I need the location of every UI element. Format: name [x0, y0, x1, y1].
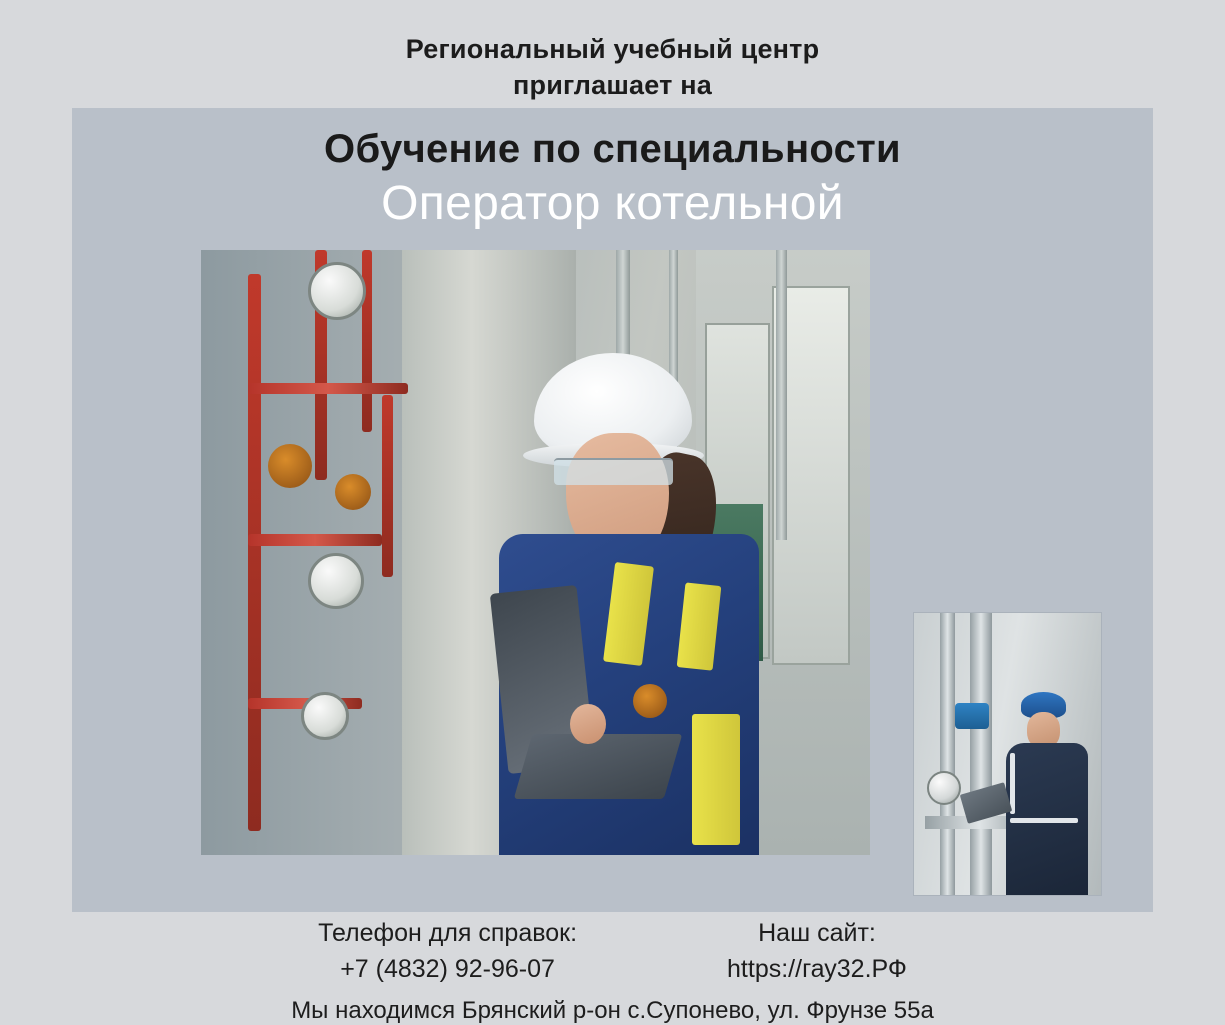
phone-block	[318, 916, 577, 987]
header-line-1: Региональный учебный центр	[405, 34, 820, 64]
address-line: Мы находимся Брянский р-он с.Супонево, ул. Фрунзе 55а	[291, 997, 934, 1024]
scene2-worker	[1000, 692, 1097, 895]
scene2-pipe	[970, 613, 992, 895]
scene-valve	[268, 444, 312, 488]
boiler-room-illustration	[201, 250, 870, 855]
footer-contact-columns	[0, 916, 1225, 987]
site-label: Наш сайт:	[758, 919, 876, 947]
content-panel	[72, 108, 1153, 912]
scene-red-pipe	[382, 395, 393, 577]
scene-red-pipe	[248, 534, 382, 546]
scene-valve	[335, 474, 371, 510]
poster-header	[0, 32, 1225, 103]
header-line-2: приглашает на	[513, 69, 712, 100]
technician-illustration	[914, 613, 1101, 895]
inset-photo	[913, 612, 1102, 896]
scene2-pressure-gauge	[927, 771, 961, 805]
poster-footer	[0, 916, 1225, 1025]
scene-pressure-gauge	[308, 262, 366, 320]
scene-hi-vis-stripe	[692, 714, 739, 845]
phone-value[interactable]: +7 (4832) 92-96-07	[340, 954, 555, 983]
course-title: Обучение по специальности	[324, 127, 901, 171]
scene2-pipe	[940, 613, 955, 895]
scene-red-pipe	[248, 274, 261, 831]
scene-pressure-gauge	[301, 692, 349, 740]
title-block	[72, 126, 1153, 233]
scene-pressure-gauge	[308, 553, 364, 609]
scene-wall-left	[201, 250, 408, 855]
scene-laptop-keyboard	[513, 734, 682, 799]
site-value[interactable]: https://гау32.РФ	[727, 954, 907, 983]
scene-hand	[570, 704, 606, 744]
scene-red-pipe	[362, 250, 372, 432]
scene2-uniform-stripe	[1010, 818, 1078, 823]
course-specialty: Оператор котельной	[381, 177, 844, 230]
scene-worker	[475, 353, 870, 855]
site-block	[727, 916, 907, 987]
scene2-valve	[955, 703, 989, 729]
scene-red-pipe	[248, 383, 409, 394]
phone-label: Телефон для справок:	[318, 919, 578, 947]
scene-safety-glasses	[554, 458, 672, 485]
main-photo	[201, 250, 870, 855]
